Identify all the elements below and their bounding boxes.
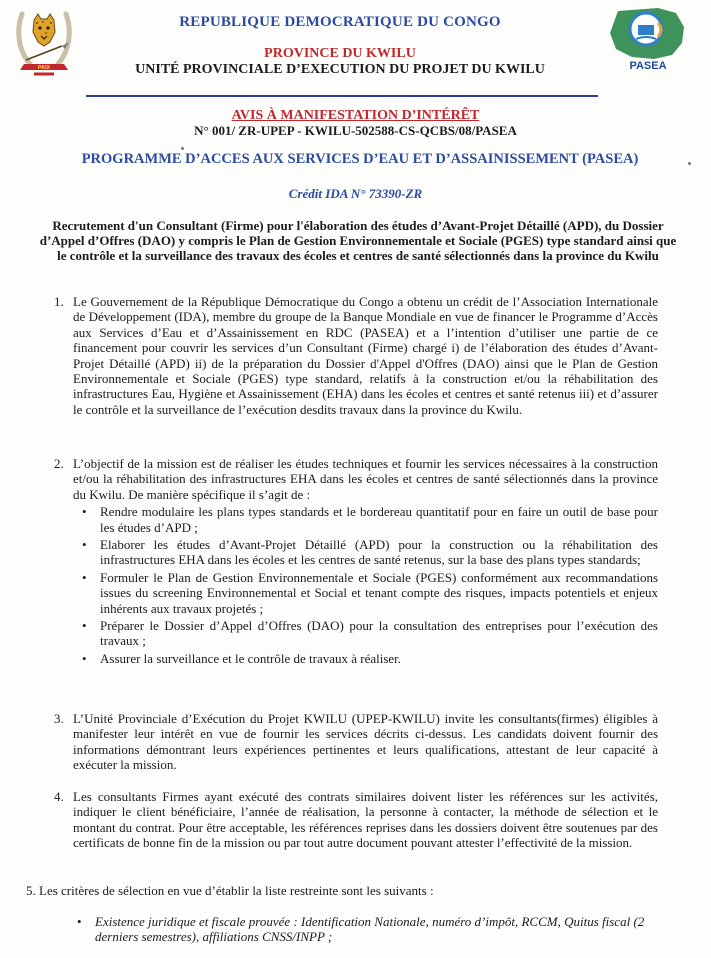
list-item [73, 618, 658, 649]
list-item-text: Préparer le Dossier d’Appel d’Offres (DAO) pour la consultation des entreprises pour l’exécution des travaux ; [100, 618, 658, 649]
bullet-icon: • [82, 618, 87, 634]
country-heading: REPUBLIQUE DEMOCRATIQUE DU CONGO [179, 14, 501, 30]
section-text: Les consultants Firmes ayant exécuté des contrats similaires doivent lister les références sur les activités, indiquer le client bénéficiaire, l’année de réalisation, la personne à contacter, la méthode de sélection et le montant du contrat. Pour être acceptable, les références reprises dans les dossiers doivent être soutenues par des certificats de bonne fin de la mission ou par tout autre document pouvant attester l’effectivité de la mission. [73, 789, 658, 851]
section-number: 1. [54, 294, 64, 309]
section-2 [40, 456, 658, 668]
list-item-text: Elaborer les études d’Avant-Projet Détaillé (APD) pour la construction ou la réhabilitation des infrastructures EHA dans les écoles et les centres de santé retenus, sur la base des plans types standards; [100, 537, 658, 568]
list-item [73, 570, 658, 616]
section-text: Le Gouvernement de la République Démocratique du Congo a obtenu un crédit de l’Association Internationale de Développement (IDA), membre du groupe de la Banque Mondiale en vue de financer le Programme d’Accès aux Services d’Eau et d’Assainissement en RDC (PASEA) et a l’intention d’utiliser une partie de ce financement pour couvrir les services d’un Consultant (Firme) chargé i) de l’élaboration des études d’Avant-Projet Détaillé (APD) ii) de la préparation du Dossier d'Appel d'Offres (DAO) ainsi que le Plan de Gestion Environnementale et Sociale (PGES) type standard, relatifs à la construction et/ou la réhabilitation des infrastructures Eau, Hygiène et Assainissement (EHA) dans les écoles et centres et santé retenus iii) et d’assurer le contrôle et la surveillance de l’exécution desdits travaux dans la province du Kwilu. [73, 294, 658, 417]
credit-number: Crédit IDA N° 73390-ZR [288, 186, 423, 201]
objectives-list [40, 504, 658, 666]
unit-heading: UNITÉ PROVINCIALE D’EXECUTION DU PROJET DU KWILU [135, 62, 545, 77]
notice-reference: N° 001/ ZR-UPEP - KWILU-502588-CS-QCBS/08/PASEA [194, 123, 517, 138]
list-item-text: Assurer la surveillance et le contrôle de travaux à réaliser. [100, 650, 402, 666]
emblem-motto: PAIX [37, 65, 51, 71]
bullet-icon: • [82, 537, 87, 553]
list-item [73, 504, 658, 535]
province-heading: PROVINCE DU KWILU [264, 46, 416, 61]
section-text: L’Unité Provinciale d’Exécution du Projet KWILU (UPEP-KWILU) invite les consultants(firmes) éligibles à manifester leur intérêt en vue de fournir les services décrits ci-dessus. Les candidats doivent fournir des informations démontrant leurs expériences pertinentes et leurs qualifications, attestant de leur capacité à exécuter la mission. [73, 711, 658, 773]
header-divider [86, 95, 598, 97]
recruitment-heading: Recrutement d'un Consultant (Firme) pour l'élaboration des études d’Avant-Projet Détaillé (APD), du Dossier d’Appel d’Offres (DAO) y compris le Plan de Gestion Environnementale et Sociale (PGES) type standard ainsi que le contrôle et la surveillance des travaux des écoles et centres de santé sélectionnés dans la province du Kwilu [39, 218, 677, 263]
section-3 [40, 711, 658, 773]
scan-speck [688, 162, 691, 165]
section-1 [40, 294, 658, 417]
bullet-icon: • [77, 914, 82, 929]
scan-speck [181, 147, 184, 150]
notice-title: AVIS À MANIFESTATION D’INTÉRÊT [231, 108, 480, 123]
section-4 [40, 789, 658, 851]
section-number: 2. [54, 456, 64, 471]
section-5 [26, 883, 658, 898]
bullet-icon: • [82, 504, 87, 520]
criteria-item [68, 914, 668, 945]
section-number: 3. [54, 711, 64, 726]
section-number: 4. [54, 789, 64, 804]
list-item-text: Formuler le Plan de Gestion Environnementale et Sociale (PGES) conformément aux recommandations issues du screening Environnemental et Social et tenant compte des risques, impacts potentiels et enjeux inhérents aux travaux projetés ; [100, 569, 658, 616]
bullet-icon: • [82, 650, 87, 666]
list-item-text: Rendre modulaire les plans types standards et le bordereau quantitatif pour en faire un outil de base pour les études d’APD ; [100, 504, 658, 535]
section-text: L’objectif de la mission est de réaliser les études techniques et fournir les services nécessaires à la construction et/ou la réhabilitation des infrastructures EHA dans les écoles et centres de santé sélectionnés dans la province du Kwilu. De manière spécifique il s’agit de : [73, 456, 658, 502]
criteria-item-text: Existence juridique et fiscale prouvée : Identification Nationale, numéro d’impôt, RCCM, Quitus fiscal (2 derniers semestres), affiliations CNSS/INPP ; [95, 914, 645, 945]
list-item [73, 537, 658, 568]
section-text: Les critères de sélection en vue d’établir la liste restreinte sont les suivants : [39, 883, 434, 898]
section-number: 5. [26, 883, 36, 898]
logo-text: PASEA [629, 60, 667, 71]
programme-title: PROGRAMME D’ACCES AUX SERVICES D’EAU ET D’ASSAINISSEMENT (PASEA) [81, 151, 639, 167]
list-item [73, 651, 658, 666]
bullet-icon: • [82, 569, 87, 585]
